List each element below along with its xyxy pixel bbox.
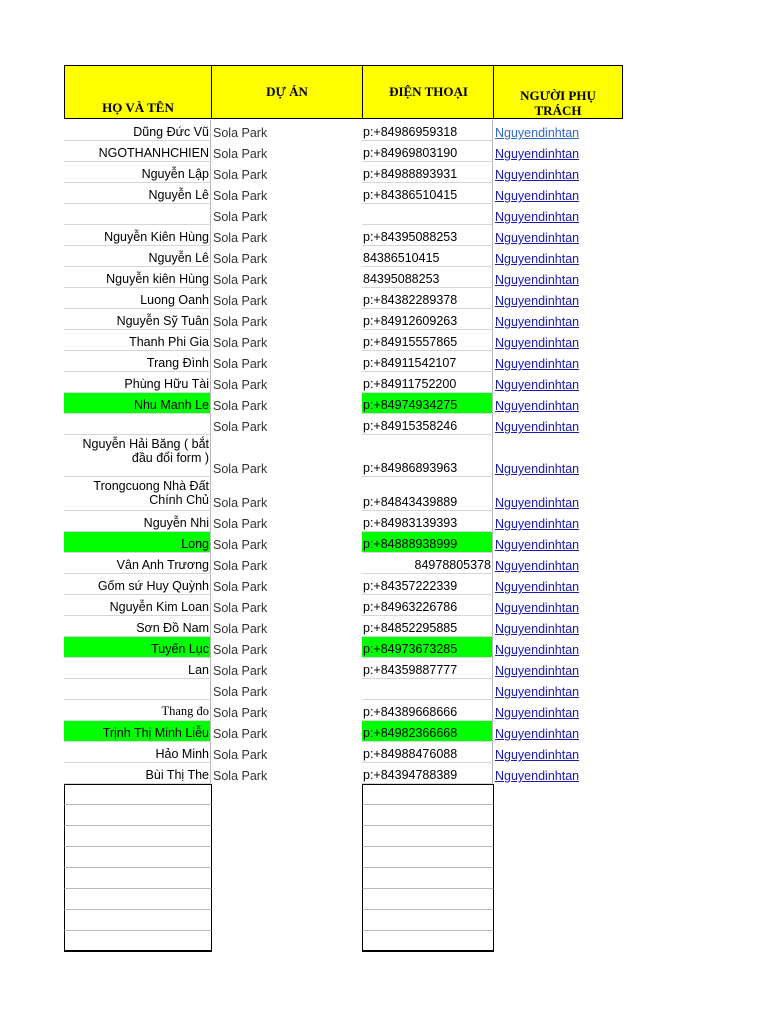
- phone-cell[interactable]: p:+84983139393: [362, 511, 493, 532]
- phone-cell[interactable]: p:+84982366668: [362, 721, 493, 742]
- name-cell[interactable]: [64, 435, 211, 477]
- name-cell[interactable]: Nguyễn Lê: [64, 246, 211, 267]
- owner-link[interactable]: Nguyendinhtan: [495, 210, 580, 224]
- table-row: [64, 309, 624, 330]
- project-cell[interactable]: Sola Park: [213, 706, 268, 720]
- owner-link[interactable]: Nguyendinhtan: [495, 769, 580, 783]
- phone-cell[interactable]: 84978805378: [362, 553, 493, 574]
- table-row: [64, 246, 624, 267]
- name-cell-line: Trongcuong Nhà Đất: [93, 479, 209, 493]
- empty-phone-cell[interactable]: [362, 931, 494, 952]
- empty-phone-cell[interactable]: [362, 889, 494, 910]
- name-cell[interactable]: Nguyễn Kim Loan: [64, 595, 211, 616]
- empty-name-cell[interactable]: [64, 868, 212, 889]
- owner-link[interactable]: Nguyendinhtan: [495, 147, 580, 161]
- project-cell[interactable]: Sola Park: [213, 399, 268, 413]
- table-row: [64, 372, 624, 393]
- owner-link[interactable]: Nguyendinhtan: [495, 357, 580, 371]
- phone-cell[interactable]: p:+84915557865: [362, 330, 493, 351]
- name-cell[interactable]: Vân Anh Trương: [64, 553, 211, 574]
- empty-phone-cell[interactable]: [362, 910, 494, 931]
- name-cell[interactable]: Gốm sứ Huy Quỳnh: [64, 574, 211, 595]
- empty-name-cell[interactable]: [64, 784, 212, 805]
- phone-cell[interactable]: p:+84973673285: [362, 637, 493, 658]
- phone-cell[interactable]: p:+84963226786: [362, 595, 493, 616]
- name-cell[interactable]: [64, 414, 211, 435]
- project-cell[interactable]: Sola Park: [213, 727, 268, 741]
- table-row: [64, 204, 624, 225]
- table-row: [64, 511, 624, 532]
- project-cell[interactable]: Sola Park: [213, 748, 268, 762]
- table-row: [64, 721, 624, 742]
- project-cell[interactable]: Sola Park: [213, 231, 268, 245]
- phone-cell[interactable]: 84395088253: [362, 267, 493, 288]
- name-cell[interactable]: [64, 477, 211, 511]
- name-cell[interactable]: Trịnh Thị Minh Liễu: [64, 721, 211, 742]
- table-row: [64, 141, 624, 162]
- phone-cell[interactable]: p:+84888938999: [362, 532, 493, 553]
- project-cell[interactable]: Sola Park: [213, 210, 268, 224]
- phone-cell[interactable]: p:+84986959318: [362, 120, 493, 141]
- name-cell[interactable]: Nguyễn Lập: [64, 162, 211, 183]
- name-cell[interactable]: Nguyễn Lê: [64, 183, 211, 204]
- project-cell[interactable]: Sola Park: [213, 664, 268, 678]
- table-row: [64, 120, 624, 141]
- name-cell[interactable]: Nguyễn Kiên Hùng: [64, 225, 211, 246]
- owner-link[interactable]: Nguyendinhtan: [495, 622, 580, 636]
- project-cell[interactable]: Sola Park: [213, 189, 268, 203]
- owner-link[interactable]: Nguyendinhtan: [495, 378, 580, 392]
- project-cell[interactable]: Sola Park: [213, 273, 268, 287]
- name-cell[interactable]: NGOTHANHCHIEN: [64, 141, 211, 162]
- name-cell[interactable]: Sơn Đồ Nam: [64, 616, 211, 637]
- phone-cell[interactable]: [362, 679, 493, 700]
- table-row: [64, 700, 624, 721]
- table-row: [64, 679, 624, 700]
- phone-cell[interactable]: [362, 204, 493, 225]
- empty-phone-cell[interactable]: [362, 868, 494, 889]
- empty-phone-cell[interactable]: [362, 826, 494, 847]
- empty-name-cell[interactable]: [64, 910, 212, 931]
- phone-cell[interactable]: 84386510415: [362, 246, 493, 267]
- project-cell[interactable]: Sola Park: [213, 336, 268, 350]
- owner-link[interactable]: Nguyendinhtan: [495, 399, 580, 413]
- phone-cell[interactable]: p:+84852295885: [362, 616, 493, 637]
- owner-link[interactable]: Nguyendinhtan: [495, 462, 580, 476]
- phone-cell[interactable]: p:+84395088253: [362, 225, 493, 246]
- phone-cell[interactable]: p:+84986893963: [362, 435, 493, 477]
- project-cell[interactable]: Sola Park: [213, 769, 268, 783]
- project-cell[interactable]: Sola Park: [213, 126, 268, 140]
- owner-link[interactable]: Nguyendinhtan: [495, 126, 580, 140]
- project-cell[interactable]: Sola Park: [213, 496, 268, 510]
- project-cell[interactable]: Sola Park: [213, 420, 268, 434]
- header-project[interactable]: [211, 65, 363, 119]
- name-cell[interactable]: Long: [64, 532, 211, 553]
- name-cell[interactable]: Tuyến Lục: [64, 637, 211, 658]
- project-cell[interactable]: Sola Park: [213, 168, 268, 182]
- empty-name-cell[interactable]: [64, 847, 212, 868]
- owner-link[interactable]: Nguyendinhtan: [495, 517, 580, 531]
- table-row: [64, 763, 624, 784]
- project-cell[interactable]: Sola Park: [213, 462, 268, 476]
- owner-link[interactable]: Nguyendinhtan: [495, 643, 580, 657]
- header-owner-label-2: TRÁCH: [534, 103, 582, 118]
- header-name[interactable]: [64, 65, 212, 119]
- table-row: [64, 595, 624, 616]
- table-row: [64, 330, 624, 351]
- owner-link[interactable]: Nguyendinhtan: [495, 315, 580, 329]
- name-cell[interactable]: Bùi Thị The: [64, 763, 211, 784]
- phone-cell[interactable]: p:+84382289378: [362, 288, 493, 309]
- table-row: [64, 162, 624, 183]
- owner-link[interactable]: Nguyendinhtan: [495, 601, 580, 615]
- phone-cell[interactable]: p:+84974934275: [362, 393, 493, 414]
- table-row: [64, 435, 624, 477]
- owner-link[interactable]: Nguyendinhtan: [495, 420, 580, 434]
- header-project-label: DỰ ÁN: [266, 84, 308, 99]
- owner-link[interactable]: Nguyendinhtan: [495, 706, 580, 720]
- phone-cell[interactable]: p:+84911542107: [362, 351, 493, 372]
- empty-phone-cell[interactable]: [362, 805, 494, 826]
- owner-link[interactable]: Nguyendinhtan: [495, 727, 580, 741]
- project-cell[interactable]: Sola Park: [213, 252, 268, 266]
- project-cell[interactable]: Sola Park: [213, 315, 268, 329]
- project-cell[interactable]: Sola Park: [213, 357, 268, 371]
- table-row: [64, 742, 624, 763]
- header-owner[interactable]: [493, 65, 623, 119]
- name-cell[interactable]: Lan: [64, 658, 211, 679]
- owner-link[interactable]: Nguyendinhtan: [495, 189, 580, 203]
- name-cell-line: Nguyễn Hải Băng ( bắt: [82, 437, 209, 451]
- phone-cell[interactable]: p:+84843439889: [362, 477, 493, 511]
- owner-link[interactable]: Nguyendinhtan: [495, 168, 580, 182]
- name-cell[interactable]: [64, 679, 211, 700]
- project-cell[interactable]: Sola Park: [213, 147, 268, 161]
- phone-cell[interactable]: p:+84912609263: [362, 309, 493, 330]
- header-name-label: HỌ VÀ TÊN: [102, 100, 174, 115]
- name-cell[interactable]: Dũng Đức Vũ: [64, 120, 211, 141]
- table-row: [64, 183, 624, 204]
- name-cell-line: Chính Chủ: [149, 493, 209, 507]
- empty-name-cell[interactable]: [64, 805, 212, 826]
- name-cell[interactable]: Nguyễn kiên Hùng: [64, 267, 211, 288]
- table-row: [64, 414, 624, 435]
- name-cell[interactable]: Trang Đình: [64, 351, 211, 372]
- phone-cell[interactable]: p:+84394788389: [362, 763, 493, 784]
- empty-phone-cell[interactable]: [362, 847, 494, 868]
- project-cell[interactable]: Sola Park: [213, 622, 268, 636]
- owner-link[interactable]: Nguyendinhtan: [495, 685, 580, 699]
- phone-cell[interactable]: p:+84386510415: [362, 183, 493, 204]
- project-cell[interactable]: Sola Park: [213, 378, 268, 392]
- table-row: [64, 288, 624, 309]
- owner-link[interactable]: Nguyendinhtan: [495, 664, 580, 678]
- table-row: [64, 574, 624, 595]
- table-row: [64, 553, 624, 574]
- name-cell[interactable]: Thanh Phi Gia: [64, 330, 211, 351]
- phone-cell[interactable]: p:+84988893931: [362, 162, 493, 183]
- table-row: [64, 351, 624, 372]
- owner-link[interactable]: Nguyendinhtan: [495, 336, 580, 350]
- name-cell-line: đầu đổi form ): [131, 451, 209, 465]
- owner-link[interactable]: Nguyendinhtan: [495, 273, 580, 287]
- header-phone[interactable]: [362, 65, 495, 119]
- empty-name-cell[interactable]: [64, 931, 212, 952]
- phone-cell[interactable]: p:+84359887777: [362, 658, 493, 679]
- name-cell[interactable]: Phùng Hữu Tài: [64, 372, 211, 393]
- table-row: [64, 532, 624, 553]
- header-phone-label: ĐIỆN THOẠI: [389, 84, 468, 99]
- owner-link[interactable]: Nguyendinhtan: [495, 748, 580, 762]
- project-cell[interactable]: Sola Park: [213, 601, 268, 615]
- name-cell[interactable]: Thang đo: [64, 700, 211, 721]
- table-row: [64, 225, 624, 246]
- project-cell[interactable]: Sola Park: [213, 538, 268, 552]
- owner-link[interactable]: Nguyendinhtan: [495, 231, 580, 245]
- phone-cell[interactable]: p:+84357222339: [362, 574, 493, 595]
- project-cell[interactable]: Sola Park: [213, 517, 268, 531]
- owner-link[interactable]: Nguyendinhtan: [495, 252, 580, 266]
- owner-link[interactable]: Nguyendinhtan: [495, 559, 580, 573]
- name-cell[interactable]: Nhu Manh Le: [64, 393, 211, 414]
- table-row: [64, 658, 624, 679]
- project-cell[interactable]: Sola Park: [213, 685, 268, 699]
- owner-link[interactable]: Nguyendinhtan: [495, 580, 580, 594]
- phone-cell[interactable]: p:+84915358246: [362, 414, 493, 435]
- empty-name-cell[interactable]: [64, 889, 212, 910]
- table-row: [64, 616, 624, 637]
- table-row: [64, 477, 624, 511]
- owner-link[interactable]: Nguyendinhtan: [495, 496, 580, 510]
- empty-name-cell[interactable]: [64, 826, 212, 847]
- owner-link[interactable]: Nguyendinhtan: [495, 538, 580, 552]
- name-cell[interactable]: Nguyễn Nhi: [64, 511, 211, 532]
- phone-cell[interactable]: p:+84969803190: [362, 141, 493, 162]
- table-row: [64, 267, 624, 288]
- owner-link[interactable]: Nguyendinhtan: [495, 294, 580, 308]
- empty-phone-cell[interactable]: [362, 784, 494, 805]
- phone-cell[interactable]: p:+84988476088: [362, 742, 493, 763]
- project-cell[interactable]: Sola Park: [213, 643, 268, 657]
- name-cell[interactable]: Nguyễn Sỹ Tuân: [64, 309, 211, 330]
- phone-cell[interactable]: p:+84389668666: [362, 700, 493, 721]
- name-cell[interactable]: Hảo Minh: [64, 742, 211, 763]
- project-cell[interactable]: Sola Park: [213, 294, 268, 308]
- name-cell[interactable]: [64, 204, 211, 225]
- header-owner-label-1: NGƯỜI PHỤ: [520, 88, 596, 103]
- phone-cell[interactable]: p:+84911752200: [362, 372, 493, 393]
- name-cell[interactable]: Luong Oanh: [64, 288, 211, 309]
- table-row: [64, 393, 624, 414]
- project-cell[interactable]: Sola Park: [213, 580, 268, 594]
- table-row: [64, 637, 624, 658]
- project-cell[interactable]: Sola Park: [213, 559, 268, 573]
